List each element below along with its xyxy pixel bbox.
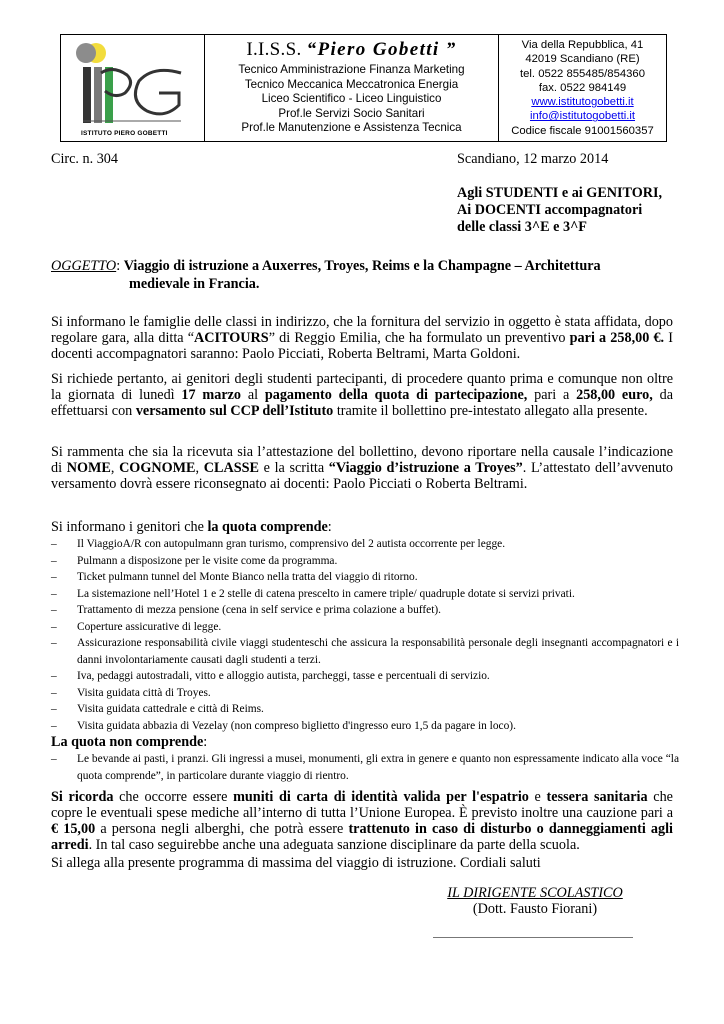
course-line: Tecnico Meccanica Meccatronica Energia: [244, 77, 459, 91]
school-name: “Piero Gobetti ”: [306, 39, 457, 60]
list-item: – Coperture assicurative di legge.: [51, 620, 222, 633]
course-line: Tecnico Amministrazione Finanza Marketing: [238, 63, 465, 76]
recipient-line: Ai DOCENTI accompagnatori: [457, 202, 643, 218]
subject-line: medievale in Francia.: [129, 276, 260, 292]
list-item: – Visita guidata abbazia di Vezelay (non compreso biglietto d'ingresso euro 1,5 da pagare in loco).: [51, 719, 516, 732]
city: 42019 Scandiano (RE): [525, 53, 640, 66]
paragraph-receipt: Si rammenta che sia la ricevuta sia l’attestazione del bollettino, devono riportare nella causale l’indicazione di NOME, COGNOME, CLASSE e la scritta “Viaggio d’istruzione a Troyes”. L’attestato dell’avvenuto versamento dovrà essere riconsegnato ai docenti: Paolo Picciati o Roberta Beltrami.: [51, 444, 674, 492]
course-line: Liceo Scientifico - Liceo Linguistico: [261, 92, 442, 106]
signature-name: (Dott. Fausto Fiorani): [472, 901, 598, 917]
contact-info: [499, 35, 666, 141]
list-item: – Il ViaggioA/R con autopulmann gran turismo, comprensivo del 2 autista occorrente per legge.: [51, 538, 506, 550]
signature-title: IL DIRIGENTE SCOLASTICO: [447, 885, 623, 901]
logo-caption: ISTITUTO PIERO GOBETTI: [81, 130, 168, 137]
school-info: [205, 35, 499, 141]
recipient-line: delle classi 3^E e 3^F: [457, 219, 587, 235]
includes-list: [51, 536, 679, 734]
list-item: – Visita guidata città di Troyes.: [51, 686, 211, 699]
signature-block: [420, 885, 650, 917]
school-logo-icon: [61, 35, 204, 139]
paragraph-documents: Si ricorda che occorre essere muniti di carta di identità valida per l'espatrio e tessera sanitaria che copre le eventuali spese mediche all’interno di tutta l’Unione Europea. È previsto inoltre una cauzione pari a € 15,00 a persona negli alberghi, che potrà essere trattenuto in caso di disturbo o danneggiamenti agli arredi. In tal caso seguirebbe anche una adeguata sanzione disciplinare da parte della scuola.: [51, 789, 673, 853]
excludes-list: [51, 751, 679, 784]
paragraph-payment: Si richiede pertanto, ai genitori degli studenti partecipanti, di procedere quanto prima e comunque non oltre la giornata di lunedì 17 marzo al pagamento della quota di partecipazione, pari a 258,00 euro, da effettuarsi con versamento sul CCP dell’Istituto tramite il bollettino pre-intestato allegato alla presente.: [51, 371, 673, 419]
closing-line: Si allega alla presente programma di massima del viaggio di istruzione. Cordiali saluti: [51, 855, 541, 871]
website-link[interactable]: www.istitutogobetti.it: [531, 96, 634, 109]
school-title: [205, 37, 498, 63]
list-item: – Ticket pulmann tunnel del Monte Bianco nella tratta del viaggio di ritorno.: [51, 571, 418, 583]
signature-line: [433, 937, 633, 938]
list-item: – Pulmann a disposizone per le visite come da programma.: [51, 554, 338, 567]
address: Via della Repubblica, 41: [521, 39, 644, 51]
course-line: Prof.le Manutenzione e Assistenza Tecnica: [241, 121, 462, 135]
list-item: – La sistemazione nell’Hotel 1 e 2 stelle di catena prescelto in camere triple/ quadruple dotate si servizi privati.: [51, 587, 575, 600]
list-item: – Iva, pedaggi autostradali, vitto e alloggio autista, parcheggi, tasse e percentuali di servizio.: [51, 670, 490, 682]
subject-line: Viaggio di istruzione a Auxerres, Troyes, Reims e la Champagne – Architettura: [123, 258, 601, 274]
recipient-line: Agli STUDENTI e ai GENITORI,: [457, 185, 663, 201]
fax: fax. 0522 984149: [538, 81, 627, 94]
subject-colon: :: [116, 258, 121, 274]
list-item: – Visita guidata cattedrale e città di Reims.: [51, 703, 264, 715]
school-prefix: I.I.S.S.: [246, 39, 307, 60]
recipients: [457, 185, 662, 236]
tax-code: Codice fiscale 91001560357: [511, 124, 654, 137]
subject: [51, 257, 691, 293]
letterhead: [60, 34, 667, 142]
course-line: Prof.le Servizi Socio Sanitari: [278, 106, 425, 120]
logo: [61, 35, 205, 141]
date-line: Scandiano, 12 marzo 2014: [457, 151, 609, 167]
excludes-title: La quota non comprende:: [51, 734, 208, 750]
subject-label: OGGETTO: [51, 258, 117, 274]
paragraph-supplier: Si informano le famiglie delle classi in indirizzo, che la fornitura del servizio in oggetto è stata affidata, dopo regolare gara, alla ditta “ACITOURS” di Reggio Emilia, che ha formulato un preventivo pari a 258,00 €. I docenti accompagnatori saranno: Paolo Picciati, Roberta Beltrami, Marta Goldoni.: [51, 314, 673, 362]
list-item: – Trattamento di mezza pensione (cena in self service e prima colazione a buffet).: [51, 604, 442, 616]
includes-intro: Si informano i genitori che la quota comprende:: [51, 519, 332, 535]
circular-number: Circ. n. 304: [51, 151, 118, 167]
email-link[interactable]: info@istitutogobetti.it: [529, 110, 636, 123]
list-item: – Assicurazione responsabilità civile viaggi studenteschi che assicura la responsabilità personale degli insegnanti accompagnatori e i danni involontariamente causati dagli studenti a terzi.: [51, 637, 679, 666]
phone: tel. 0522 855485/854360: [519, 67, 645, 80]
list-item: – Le bevande ai pasti, i pranzi. Gli ingressi a musei, monumenti, gli extra in genere e quanto non espressamente indicato alla voce “la quota comprende”, in particolare durante viaggio di rientro.: [51, 753, 679, 782]
